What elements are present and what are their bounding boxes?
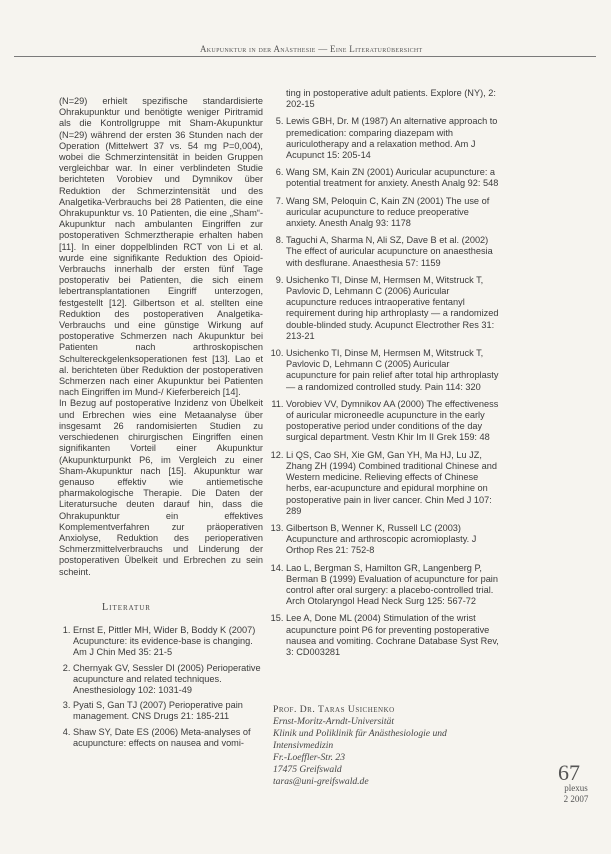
address-line: 17475 Greifswald xyxy=(273,764,342,775)
reference-item: 1. Ernst E, Pittler MH, Wider B, Boddy K (2007) Acupuncture: its evidence-base is changing. Am J Chin Med 35: 21-5 xyxy=(73,625,265,659)
reference-item: 10. Usichenko TI, Dinse M, Hermsen M, Witstruck T, Pavlovic D, Lehmann C (2005) Auricular acupuncture for pain relief after total hip arthroplasty — a randomized controlled study. Pain 114: 320 xyxy=(286,348,500,393)
author-address xyxy=(273,704,503,788)
reference-item: 7. Wang SM, Peloquin C, Kain ZN (2001) The use of auricular acupuncture to reduce preoperative anxiety. Anesth Analg 93: 1178 xyxy=(286,196,500,230)
header-rule xyxy=(14,56,596,57)
body-paragraph: In Bezug auf postoperative Inzidenz von Übelkeit und Erbrechen wies eine Metaanalyse über insgesamt 26 randomisierten Studien zu verschiedenen chirurgischen Eingriffen einen signifikanten Vorteil einer Akupunktur (Akupunkturpunkt P6, im Vergleich zu einer Sham-Akupunktur nach [15]. Akupunktur war genauso effektiv wie antiemetische pharmakologische Therapie. Die Daten der Literatursuche deuten darauf hin, dass die Ohrakupunktur ein effektives Komplementverfahren zur präoperativen Anxiolyse, Reduktion des perioperativen Schmerzmittelverbrauchs und Linderung der postoperativen Übelkeit und Erbrechen zu sein scheint. xyxy=(59,398,263,577)
reference-item: 2. Chernyak GV, Sessler DI (2005) Perioperative acupuncture and related techniques. Anesthesiology 102: 1031-49 xyxy=(73,663,265,697)
reference-continuation: ting in postoperative adult patients. Explore (NY), 2: 202-15 xyxy=(286,88,496,110)
journal-footer xyxy=(554,783,598,805)
author-name: Prof. Dr. Taras Usichenko xyxy=(273,704,395,715)
address-line: Ernst-Moritz-Arndt-Universität xyxy=(273,716,394,727)
references-left xyxy=(59,625,265,753)
reference-item: 12. Li QS, Cao SH, Xie GM, Gan YH, Ma HJ, Lu JZ, Zhang ZH (1994) Combined traditional Chinese and Western medicine. Relieving effects of Chinese herbs, ear-acupuncture and epidural morphine on postoperative pain in liver cancer. Chin Med J 107: 289 xyxy=(286,450,500,517)
body-paragraph: (N=29) erhielt spezifische standardisierte Ohrakupunktur und benötigte weniger Piritramid als die Kontrollgruppe mit Sham-Akupunktur (N=29) während der ersten 36 Stunden nach der Operation (Mittelwert 37 vs. 54 mg P=0,004), wobei die Schmerzintensität in beiden Gruppen vergleichbar war. In einer verblindeten Studie berichteten Vorobiev und Dymnikov über Reduktion der Schmerzintensität und des Analgetika-Verbrauchs bei 28 Patienten, die eine Ohrakupunktur vs. 10 Patienten, die eine „Sham“-Akupunktur nach ambulanten Eingriffen zur postoperativen Schmerztherapie erhalten haben [11]. In einer doppelblinden RCT von Li et al. wurde eine signifikante Reduktion des Opioid-Verbrauchs innerhalb der ersten fünf Tage postoperativ bei Patienten, die sich einem lebertransplantationen Eingriff unterzogen, festgestellt [12]. Gilbertson et al. stellten eine Reduktion des postoperativen Analgetika-Verbrauchs und eine günstige Wirkung auf postoperative Schmerzen nach Akupunktur bei Patienten nach arthroskopischen Schultereckgelenksoperationen fest [13]. Lao et al. berichteten über Reduktion der postoperativen Schmerzen nach einer Akupunktur bei Patienten nach Eingriffen im Mund-/ Kieferbereich [14]. xyxy=(59,96,263,398)
reference-item: 15. Lee A, Done ML (2004) Stimulation of the wrist acupuncture point P6 for preventing postoperative nausea and vomiting. Cochrane Database Syst Rev, 3: CD003281 xyxy=(286,613,500,658)
references-right xyxy=(272,88,500,664)
reference-item: 6. Wang SM, Kain ZN (2001) Auricular acupuncture: a potential treatment for anxiety. Anesth Analg 92: 548 xyxy=(286,167,500,189)
running-header: Akupunktur in der Anästhesie — Eine Literaturübersicht xyxy=(200,44,423,54)
address-line: Fr.-Loeffler-Str. 23 xyxy=(273,752,346,763)
literature-heading: Literatur xyxy=(102,602,151,613)
page-number: 67 xyxy=(558,760,580,785)
reference-item: 13. Gilbertson B, Wenner K, Russell LC (2003) Acupuncture and arthroscopic acromioplasty. J Orthop Res 21: 752-8 xyxy=(286,523,500,557)
reference-item: 14. Lao L, Bergman S, Hamilton GR, Langenberg P, Berman B (1999) Evaluation of acupuncture for pain control after oral surgery: a placebo-controlled trial. Arch Otolaryngol Head Neck Surg 125: 567-72 xyxy=(286,563,500,608)
reference-item: 11. Vorobiev VV, Dymnikov AA (2000) The effectiveness of auricular microneedle acupuncture in the early postoperative period under conditions of the day surgical department. Vestn Khir Im II Grek 159: 48 xyxy=(286,399,500,444)
address-line: Intensivmedizin xyxy=(273,740,334,751)
reference-item: 4. Shaw SY, Date ES (2006) Meta-analyses of acupuncture: effects on nausea and vomi- xyxy=(73,727,265,749)
address-line: Klinik und Poliklinik für Anästhesiologie und xyxy=(273,728,447,739)
reference-item: 8. Taguchi A, Sharma N, Ali SZ, Dave B et al. (2002) The effect of auricular acupuncture on anaesthesia with desflurane. Anaesthesia 57: 1159 xyxy=(286,235,500,269)
body-column-left xyxy=(59,96,263,578)
journal-issue: 2 2007 xyxy=(563,794,589,804)
journal-name: plexus xyxy=(564,783,588,793)
reference-item: 3. Pyati S, Gan TJ (2007) Perioperative pain management. CNS Drugs 21: 185-211 xyxy=(73,700,265,722)
reference-item: 5. Lewis GBH, Dr. M (1987) An alternative approach to premedication: comparing diazepam with auriculotherapy and a relaxation method. Am J Acupunct 15: 205-14 xyxy=(286,116,500,161)
reference-item: 9. Usichenko TI, Dinse M, Hermsen M, Witstruck T, Pavlovic D, Lehmann C (2006) Auricular acupuncture reduces intraoperative fentanyl requirement during hip arthroplasty — a randomized double-blinded study. Acupunct Electrother Res 31: 213-21 xyxy=(286,275,500,342)
author-email: taras@uni-greifswald.de xyxy=(273,776,369,787)
